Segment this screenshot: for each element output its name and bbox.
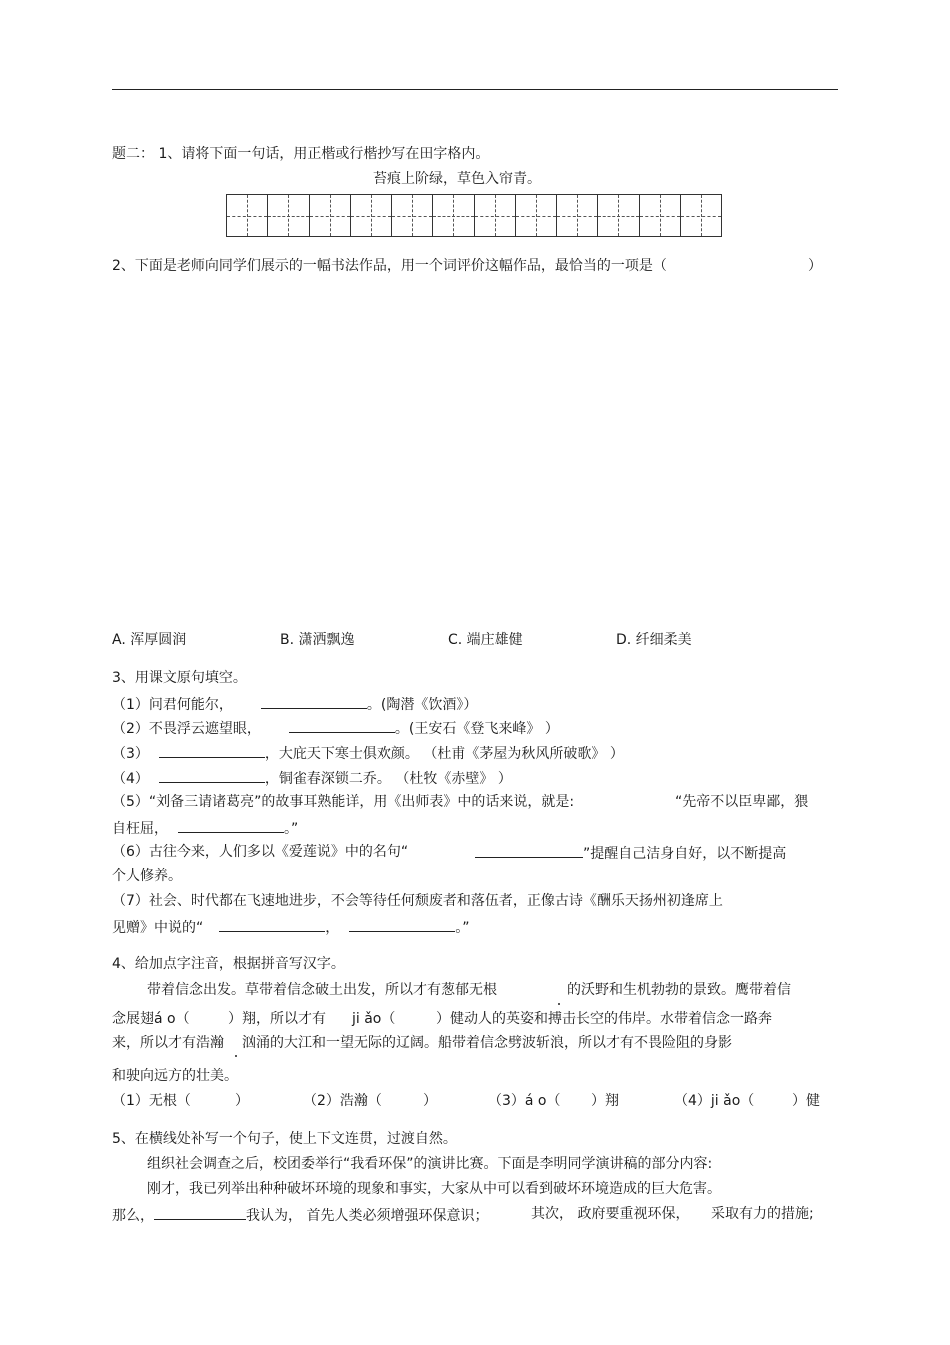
emphasis-dot [558, 1003, 560, 1005]
q5-blank[interactable] [154, 1205, 246, 1220]
q3-blank-2[interactable] [289, 718, 395, 733]
q4-para-line-1a: 带着信念出发。草带着信念破土出发，所以才有葱郁无根 [147, 982, 497, 998]
q3-blank-1[interactable] [261, 694, 367, 709]
q3-line-2: （2）不畏浮云遮望眼， 。(王安石《登飞来峰》 ） [112, 718, 559, 738]
q4-para-line-4: 和驶向远方的壮美。 [112, 1068, 238, 1084]
q3-line-4: （4） ，铜雀春深锁二乔。 （杜牧《赤壁》 ） [112, 768, 512, 788]
tianzige-cell[interactable] [516, 195, 557, 236]
tianzige-cell[interactable] [557, 195, 598, 236]
q1-sentence: 苔痕上阶绿，草色入帘青。 [373, 171, 541, 187]
q2-prompt: 2、下面是老师向同学们展示的一幅书法作品，用一个词评价这幅作品，最恰当的一项是（ [112, 258, 667, 274]
q1-heading: 题二： 1、请将下面一句话，用正楷或行楷抄写在田字格内。 [112, 146, 490, 162]
tianzige-cell[interactable] [351, 195, 392, 236]
q3-blank-7[interactable] [219, 917, 325, 932]
q3-line-6c: 个人修养。 [112, 868, 182, 884]
tianzige-cell[interactable] [268, 195, 309, 236]
q5-para-2: 刚才，我已列举出种种破坏环境的现象和事实，大家从中可以看到破坏环境造成的巨大危害。 [147, 1181, 721, 1197]
q4-para-line-2b: ）翔，所以才有 [228, 1011, 326, 1027]
q3-line-1: （1）问君何能尔， 。(陶潜《饮酒》） [112, 694, 477, 714]
q3-line-5c: 自枉屈， 。” [112, 818, 298, 838]
q4-answer-2: （2）浩瀚（ [303, 1093, 382, 1109]
tianzige-cell[interactable] [598, 195, 639, 236]
q4-answer-3: （3）á o（ [488, 1093, 561, 1109]
q3-line-6-blank-wrap: ”提醒自己洁身自好，以不断提高 [475, 843, 786, 863]
header-rule [112, 89, 838, 90]
q4-heading: 4、给加点字注音，根据拼音写汉字。 [112, 956, 345, 972]
q4-para-line-1b: 的沃野和生机勃勃的景致。鹰带着信 [567, 982, 791, 998]
q2-option-d[interactable]: D. 纤细柔美 [616, 632, 692, 648]
q3-line-6a: （6）古往今来，人们多以《爱莲说》中的名句“ [112, 844, 409, 860]
q3-blank-6[interactable] [475, 843, 583, 858]
q4-answer-2-close: ） [423, 1093, 437, 1109]
tianzige-cell[interactable] [475, 195, 516, 236]
tianzige-cell[interactable] [310, 195, 351, 236]
q4-para-line-3b: 汹涌的大江和一望无际的辽阔。船带着信念劈波斩浪，所以才有不畏险阻的身影 [242, 1035, 732, 1051]
q4-answer-4-close: ）健 [792, 1093, 820, 1109]
q3-line-3: （3） ，大庇天下寒士俱欢颜。 （杜甫《茅屋为秋风所破歌》 ） [112, 743, 624, 763]
q5-para-3d: 采取有力的措施; [711, 1206, 814, 1222]
q4-para-line-2d: ）健动人的英姿和搏击长空的伟岸。水带着信念一路奔 [436, 1011, 772, 1027]
q2-close: ） [808, 258, 822, 274]
q4-para-line-2c: ji ǎo（ [352, 1011, 396, 1027]
q5-para-3a: 那么， 我认为， 首先人类必须增强环保意识； [112, 1205, 488, 1225]
q4-para-line-3a: 来，所以才有浩瀚 [112, 1035, 224, 1051]
q5-para-3c: 其次， 政府要重视环保， [531, 1206, 690, 1222]
q3-line-7b: 见赠》中说的“ ， 。” [112, 917, 470, 937]
tianzige-cell[interactable] [681, 195, 721, 236]
q5-para-1: 组织社会调查之后，校团委举行“我看环保”的演讲比赛。下面是李明同学演讲稿的部分内容: [147, 1156, 713, 1172]
tianzige-cell[interactable] [392, 195, 433, 236]
q2-option-b[interactable]: B. 潇洒飘逸 [280, 632, 355, 648]
tianzige-grid[interactable] [226, 194, 722, 237]
q3-blank-8[interactable] [349, 917, 455, 932]
q4-answer-1-close: ） [235, 1093, 249, 1109]
q4-answer-3-close: ）翔 [591, 1093, 619, 1109]
tianzige-cell[interactable] [640, 195, 681, 236]
q3-line-7a: （7）社会、时代都在飞速地进步，不会等待任何颓废者和落伍者，正像古诗《酬乐天扬州初逢席上 [112, 893, 723, 909]
q3-line-5a: （5）“刘备三请诸葛亮”的故事耳熟能详，用《出师表》中的话来说，就是: [112, 794, 575, 810]
q3-line-5b: “先帝不以臣卑鄙，猥 [675, 794, 809, 810]
tianzige-cell[interactable] [227, 195, 268, 236]
q5-heading: 5、在横线处补写一个句子，使上下文连贯，过渡自然。 [112, 1131, 457, 1147]
q3-heading: 3、用课文原句填空。 [112, 670, 247, 686]
q3-blank-4[interactable] [159, 768, 265, 783]
q4-para-line-2a: 念展翅á o（ [112, 1011, 190, 1027]
q4-answer-4: （4）ji ǎo（ [674, 1093, 755, 1109]
emphasis-dot [235, 1055, 237, 1057]
q3-blank-3[interactable] [159, 743, 265, 758]
tianzige-cell[interactable] [433, 195, 474, 236]
q2-option-a[interactable]: A. 浑厚圆润 [112, 632, 187, 648]
q4-answer-1: （1）无根（ [112, 1093, 191, 1109]
q3-blank-5[interactable] [178, 818, 284, 833]
q2-option-c[interactable]: C. 端庄雄健 [448, 632, 523, 648]
